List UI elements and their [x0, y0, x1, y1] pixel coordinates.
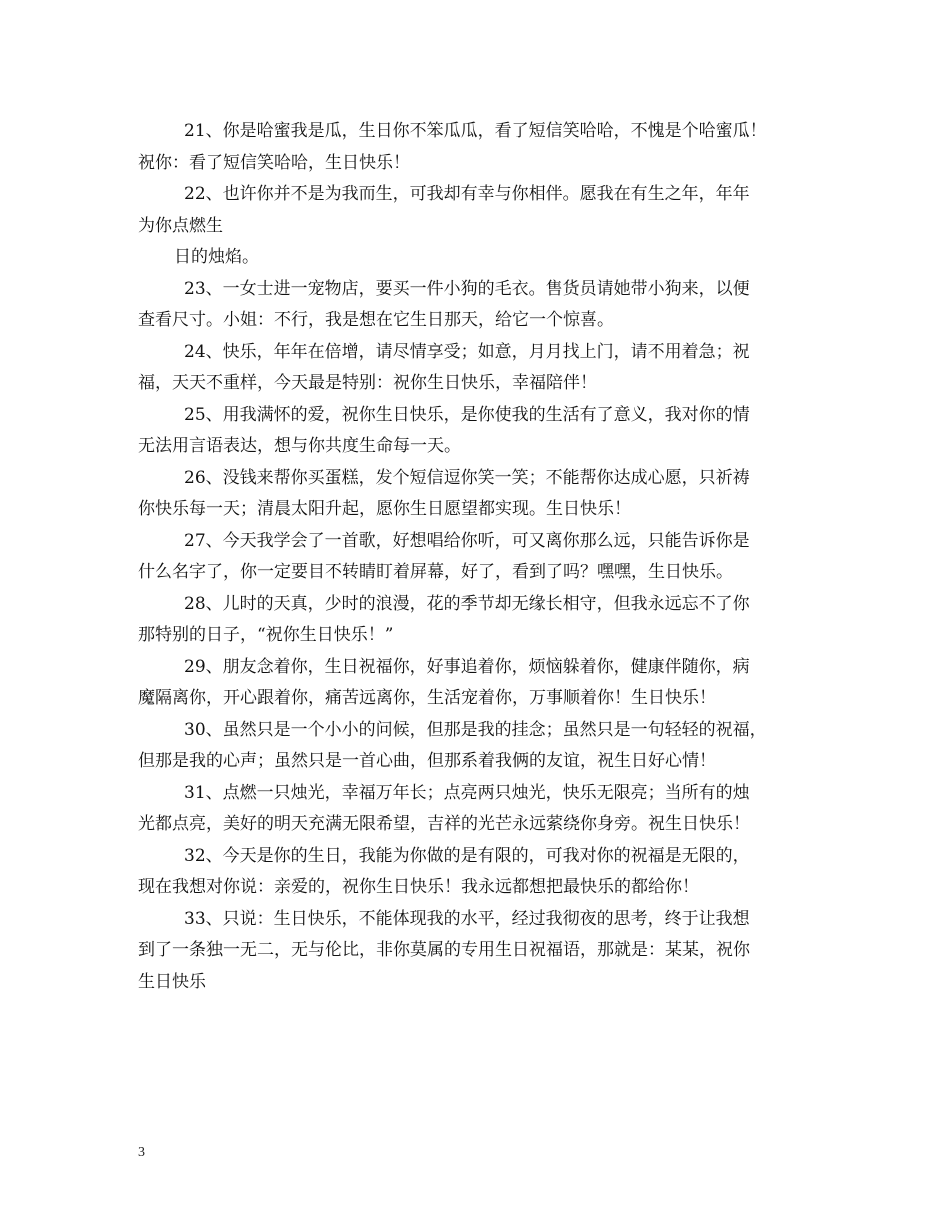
text-line: 福，天天不重样，今天最是特别：祝你生日快乐，幸福陪伴！	[138, 373, 597, 393]
text-line: 魔隔离你，开心跟着你，痛苦远离你，生活宠着你，万事顺着你！生日快乐！	[138, 688, 716, 708]
text-line: 24、快乐，年年在倍增，请尽情享受；如意，月月找上门，请不用着急；祝	[184, 341, 750, 362]
text-line: 31、点燃一只烛光，幸福万年长；点亮两只烛光，快乐无限亮；当所有的烛	[184, 782, 750, 803]
text-line: 32、今天是你的生日，我能为你做的是有限的，可我对你的祝福是无限的，	[184, 845, 750, 866]
text-line: 33、只说：生日快乐，不能体现我的水平，经过我彻夜的思考，终于让我想	[184, 908, 750, 929]
text-line: 30、虽然只是一个小小的问候，但那是我的挂念；虽然只是一句轻轻的祝福，	[184, 719, 767, 740]
text-line: 日的烛焰。	[174, 247, 259, 267]
text-line: 生日快乐	[138, 971, 206, 992]
text-line: 25、用我满怀的爱，祝你生日快乐，是你使我的生活有了意义，我对你的情	[184, 404, 750, 425]
text-line: 为你点燃生	[138, 215, 223, 236]
document-body	[138, 116, 828, 998]
text-line: 光都点亮，美好的明天充满无限希望，吉祥的光芒永远萦绕你身旁。祝生日快乐！	[138, 814, 750, 834]
text-line: 23、一女士进一宠物店，要买一件小狗的毛衣。售货员请她带小狗来，以便	[184, 278, 750, 299]
text-line: 27、今天我学会了一首歌，好想唱给你听，可又离你那么远，只能告诉你是	[184, 530, 750, 551]
text-line: 那特别的日子，“祝你生日快乐！”	[138, 625, 394, 645]
text-line: 22、也许你并不是为我而生，可我却有幸与你相伴。愿我在有生之年，年年	[184, 184, 750, 204]
text-line: 29、朋友念着你，生日祝福你，好事追着你，烦恼躲着你，健康伴随你，病	[184, 656, 750, 677]
text-line: 现在我想对你说：亲爱的，祝你生日快乐！我永远都想把最快乐的都给你！	[138, 877, 699, 897]
page-number: 3	[138, 1145, 145, 1160]
text-line: 26、没钱来帮你买蛋糕，发个短信逗你笑一笑；不能帮你达成心愿，只祈祷	[184, 467, 750, 488]
text-line: 什么名字了，你一定要目不转睛盯着屏幕，好了，看到了吗？嘿嘿，生日快乐。	[138, 562, 733, 582]
text-line: 但那是我的心声；虽然只是一首心曲，但那系着我俩的友谊，祝生日好心情！	[138, 751, 716, 771]
text-line: 祝你：看了短信笑哈哈，生日快乐！	[138, 152, 410, 173]
text-line: 查看尺寸。小姐：不行，我是想在它生日那天，给它一个惊喜。	[138, 310, 614, 330]
text-line: 无法用言语表达，想与你共度生命每一天。	[138, 436, 461, 456]
text-line: 28、儿时的天真，少时的浪漫，花的季节却无缘长相守，但我永远忘不了你	[184, 593, 750, 614]
text-line: 你快乐每一天；清晨太阳升起，愿你生日愿望都实现。生日快乐！	[138, 499, 631, 519]
text-line: 到了一条独一无二，无与伦比，非你莫属的专用生日祝福语，那就是：某某，祝你	[138, 940, 750, 960]
text-line: 21、你是哈蜜我是瓜，生日你不笨瓜瓜，看了短信笑哈哈，不愧是个哈蜜瓜！	[184, 121, 767, 141]
